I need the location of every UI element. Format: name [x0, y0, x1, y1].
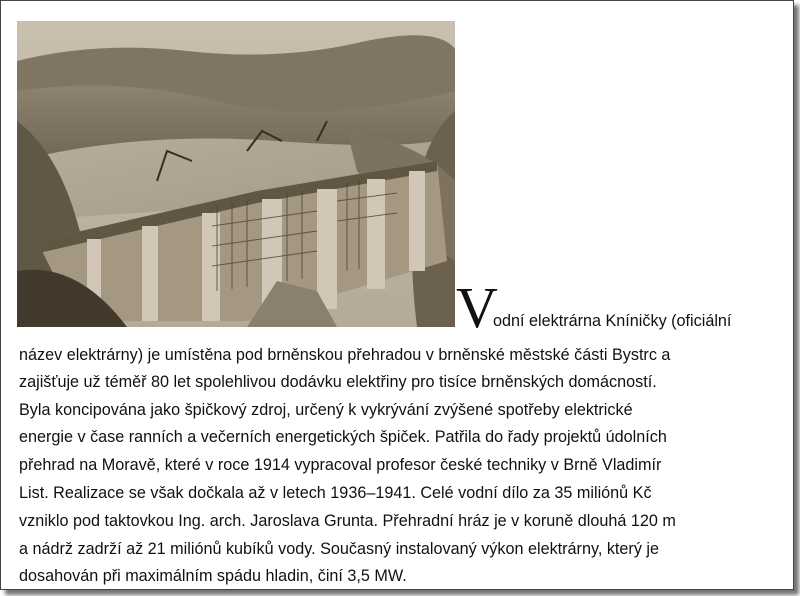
text-line: List. Realizace se však dočkala až v letech 1936–1941. Celé vodní dílo za 35 miliónů Kč [19, 484, 652, 502]
text-line: přehrad na Moravě, které v roce 1914 vypracoval profesor české techniky v Brně Vladimír [19, 456, 662, 474]
drop-cap: V [456, 275, 498, 340]
text-line: odní elektrárna Kníničky (oficiální [493, 312, 732, 330]
text-line: zajišťuje už téměř 80 let spolehlivou dodávku elektřiny pro tisíce brněnských domácností. [19, 373, 657, 391]
text-line: název elektrárny) je umístěna pod brněnskou přehradou v brněnské městské části Bystrc a [19, 346, 671, 364]
text-line: energie v čase ranních a večerních energetických špiček. Patřila do řady projektů údolních [19, 428, 667, 446]
text-line: vzniklo pod taktovkou Ing. arch. Jaroslava Grunta. Přehradní hráz je v koruně dlouhá 120 m [19, 512, 676, 530]
text-line: dosahován při maximálním spádu hladin, činí 3,5 MW. [19, 567, 407, 585]
text-line: a nádrž zadrží až 21 miliónů kubíků vody. Současný instalovaný výkon elektrárny, který je [19, 540, 660, 558]
text-line: Byla koncipována jako špičkový zdroj, určený k vykrývání zvýšené spotřeby elektrické [19, 401, 633, 419]
dam-construction-photo [17, 21, 455, 327]
